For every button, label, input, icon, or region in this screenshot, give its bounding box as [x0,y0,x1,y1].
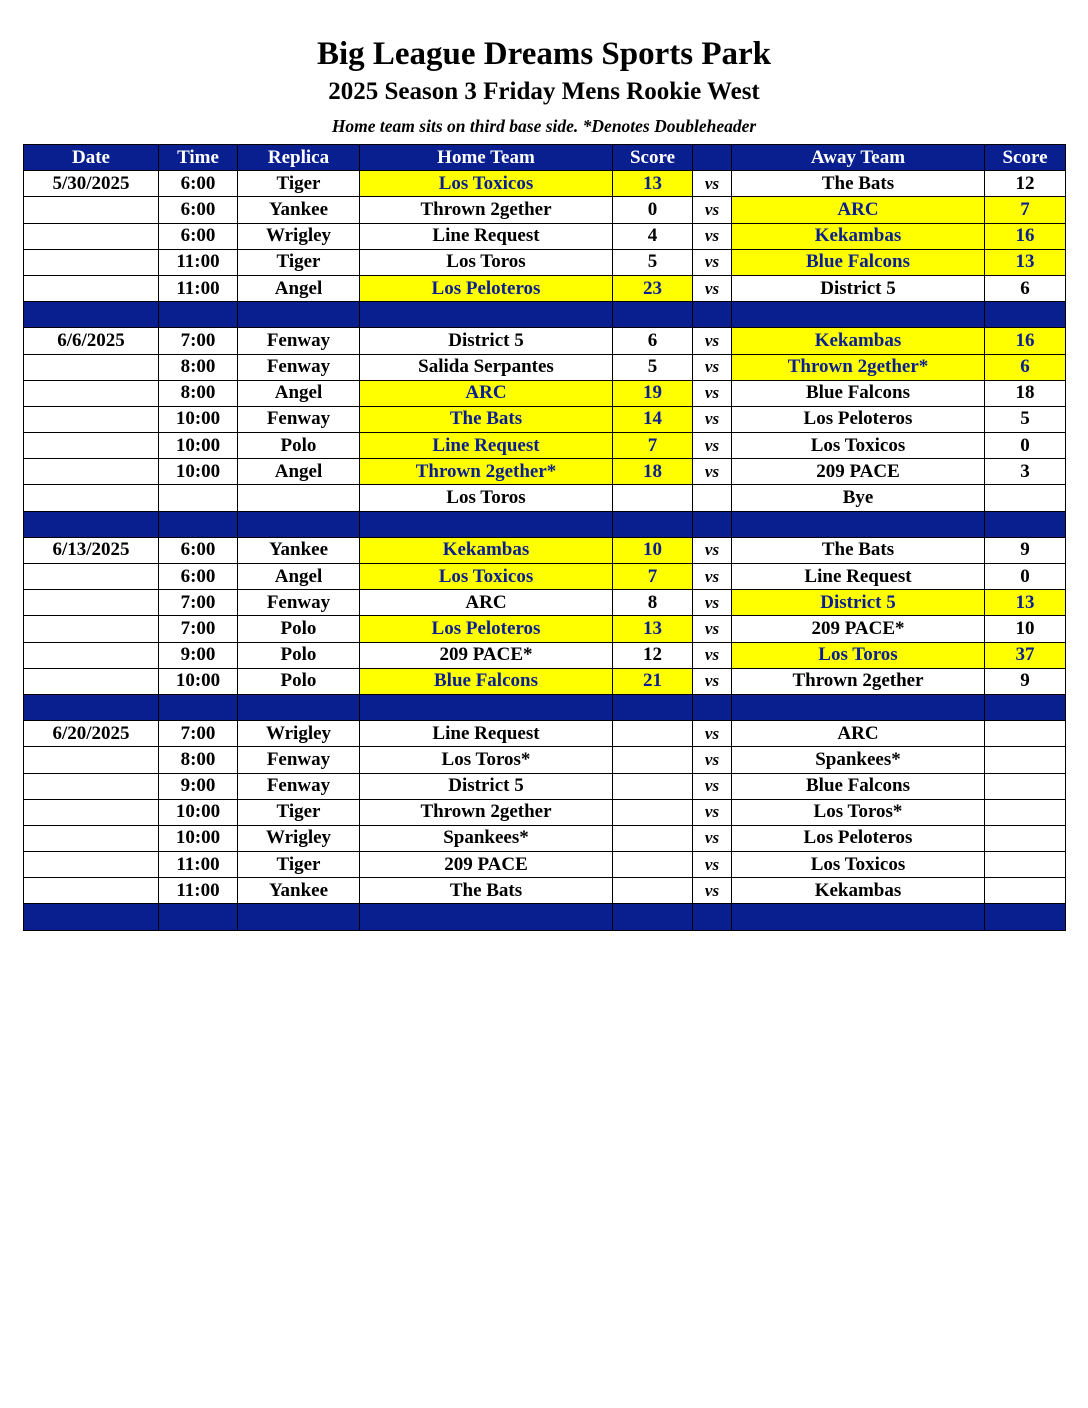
date-cell [24,406,159,432]
separator-cell [732,694,985,720]
replica-cell: Angel [238,380,360,406]
away-score-cell [985,878,1066,904]
time-cell: 7:00 [159,721,238,747]
time-cell: 10:00 [159,668,238,694]
separator-cell [613,694,693,720]
col-home-team-header: Home Team [360,145,613,171]
date-cell [24,668,159,694]
replica-cell: Wrigley [238,825,360,851]
table-row [24,197,1066,223]
vs-cell: vs [693,433,732,459]
separator-cell [24,694,159,720]
vs-cell: vs [693,328,732,354]
home-team-cell: Kekambas [360,537,613,563]
separator-cell [693,694,732,720]
away-score-cell [985,825,1066,851]
away-score-cell: 9 [985,668,1066,694]
date-cell [24,616,159,642]
separator-cell [613,302,693,328]
home-score-cell: 5 [613,354,693,380]
separator-cell [24,511,159,537]
away-team-cell: The Bats [732,537,985,563]
time-cell: 11:00 [159,852,238,878]
home-team-cell: Thrown 2gether* [360,459,613,485]
away-score-cell [985,773,1066,799]
date-cell [24,799,159,825]
away-team-cell: Line Request [732,564,985,590]
separator-cell [613,904,693,930]
time-cell: 6:00 [159,223,238,249]
separator-cell [732,302,985,328]
time-cell: 10:00 [159,799,238,825]
schedule-table [23,144,1066,931]
vs-cell: vs [693,590,732,616]
vs-cell: vs [693,852,732,878]
vs-cell: vs [693,380,732,406]
date-cell [24,825,159,851]
home-score-cell: 12 [613,642,693,668]
home-score-cell: 0 [613,197,693,223]
date-cell [24,275,159,301]
replica-cell: Yankee [238,537,360,563]
replica-cell: Polo [238,616,360,642]
separator-cell [238,511,360,537]
home-team-cell: Los Toxicos [360,171,613,197]
home-score-cell: 6 [613,328,693,354]
table-row [24,721,1066,747]
date-cell [24,223,159,249]
away-team-cell: Bye [732,485,985,511]
time-cell: 10:00 [159,825,238,851]
home-team-cell: ARC [360,380,613,406]
home-team-cell: 209 PACE* [360,642,613,668]
table-row [24,433,1066,459]
table-row [24,223,1066,249]
away-team-cell: 209 PACE* [732,616,985,642]
away-score-cell: 3 [985,459,1066,485]
col-away-score-header: Score [985,145,1066,171]
away-score-cell: 16 [985,328,1066,354]
separator-cell [360,694,613,720]
home-team-cell: Los Peloteros [360,275,613,301]
away-team-cell: District 5 [732,275,985,301]
home-score-cell: 13 [613,616,693,642]
separator-cell [693,904,732,930]
table-row [24,747,1066,773]
vs-cell: vs [693,564,732,590]
replica-cell: Angel [238,564,360,590]
home-score-cell [613,747,693,773]
vs-cell: vs [693,171,732,197]
home-team-cell: Los Toros* [360,747,613,773]
away-team-cell: The Bats [732,171,985,197]
away-score-cell [985,721,1066,747]
home-team-cell: Salida Serpantes [360,354,613,380]
week-separator-row [24,694,1066,720]
date-cell [24,642,159,668]
away-team-cell: Los Peloteros [732,825,985,851]
separator-cell [693,302,732,328]
table-row [24,799,1066,825]
separator-cell [159,511,238,537]
away-score-cell: 13 [985,249,1066,275]
vs-cell [693,485,732,511]
separator-cell [159,302,238,328]
away-team-cell: ARC [732,197,985,223]
home-team-cell: Los Peloteros [360,616,613,642]
time-cell: 10:00 [159,433,238,459]
vs-cell: vs [693,825,732,851]
vs-cell: vs [693,223,732,249]
time-cell: 10:00 [159,459,238,485]
col-away-team-header: Away Team [732,145,985,171]
page-subtitle: 2025 Season 3 Friday Mens Rookie West [328,78,760,105]
away-team-cell: ARC [732,721,985,747]
separator-cell [159,694,238,720]
away-score-cell [985,485,1066,511]
away-score-cell: 6 [985,275,1066,301]
away-team-cell: Los Toxicos [732,852,985,878]
separator-cell [159,904,238,930]
home-score-cell: 14 [613,406,693,432]
separator-cell [360,511,613,537]
home-score-cell [613,485,693,511]
date-cell [24,878,159,904]
time-cell: 6:00 [159,171,238,197]
home-score-cell: 8 [613,590,693,616]
date-cell [24,485,159,511]
replica-cell: Angel [238,459,360,485]
replica-cell: Fenway [238,773,360,799]
table-row [24,354,1066,380]
date-cell: 6/13/2025 [24,537,159,563]
replica-cell: Fenway [238,406,360,432]
replica-cell: Polo [238,642,360,668]
vs-cell: vs [693,275,732,301]
time-cell: 11:00 [159,275,238,301]
away-score-cell: 10 [985,616,1066,642]
replica-cell [238,485,360,511]
away-team-cell: Los Toros* [732,799,985,825]
away-team-cell: Kekambas [732,878,985,904]
away-score-cell: 6 [985,354,1066,380]
table-row [24,773,1066,799]
time-cell: 9:00 [159,773,238,799]
time-cell: 7:00 [159,328,238,354]
time-cell: 7:00 [159,616,238,642]
home-score-cell [613,773,693,799]
home-score-cell: 19 [613,380,693,406]
home-team-cell: District 5 [360,773,613,799]
home-score-cell: 10 [613,537,693,563]
time-cell: 9:00 [159,642,238,668]
home-score-cell: 7 [613,564,693,590]
replica-cell: Fenway [238,747,360,773]
date-cell [24,747,159,773]
col-home-score-header: Score [613,145,693,171]
vs-cell: vs [693,773,732,799]
vs-cell: vs [693,668,732,694]
replica-cell: Polo [238,433,360,459]
table-row [24,537,1066,563]
table-row [24,825,1066,851]
separator-cell [238,302,360,328]
vs-cell: vs [693,459,732,485]
replica-cell: Yankee [238,197,360,223]
home-team-cell: District 5 [360,328,613,354]
vs-cell: vs [693,616,732,642]
table-row [24,380,1066,406]
week-separator-row [24,511,1066,537]
home-score-cell: 13 [613,171,693,197]
time-cell: 11:00 [159,878,238,904]
week-separator-row [24,302,1066,328]
vs-cell: vs [693,747,732,773]
away-score-cell [985,852,1066,878]
date-cell [24,459,159,485]
col-time-header: Time [159,145,238,171]
date-cell [24,590,159,616]
vs-cell: vs [693,799,732,825]
away-team-cell: Thrown 2gether [732,668,985,694]
date-cell [24,433,159,459]
date-cell: 6/6/2025 [24,328,159,354]
date-cell [24,380,159,406]
home-team-cell: Line Request [360,433,613,459]
away-score-cell [985,799,1066,825]
away-team-cell: Spankees* [732,747,985,773]
away-score-cell: 18 [985,380,1066,406]
replica-cell: Polo [238,668,360,694]
separator-cell [238,694,360,720]
replica-cell: Tiger [238,171,360,197]
time-cell: 8:00 [159,747,238,773]
separator-cell [613,511,693,537]
home-team-cell: Line Request [360,223,613,249]
home-team-cell: Spankees* [360,825,613,851]
vs-cell: vs [693,537,732,563]
table-row [24,249,1066,275]
table-header [24,145,1066,171]
away-score-cell: 13 [985,590,1066,616]
col-date-header: Date [24,145,159,171]
home-team-cell: The Bats [360,406,613,432]
date-cell [24,773,159,799]
replica-cell: Fenway [238,354,360,380]
away-team-cell: Blue Falcons [732,249,985,275]
separator-cell [360,302,613,328]
away-team-cell: District 5 [732,590,985,616]
away-team-cell: Kekambas [732,223,985,249]
home-score-cell: 5 [613,249,693,275]
vs-cell: vs [693,197,732,223]
vs-cell: vs [693,878,732,904]
home-team-cell: Line Request [360,721,613,747]
home-team-cell: Los Toros [360,249,613,275]
vs-cell: vs [693,721,732,747]
separator-cell [985,302,1066,328]
table-row [24,459,1066,485]
away-team-cell: Kekambas [732,328,985,354]
date-cell [24,852,159,878]
home-team-cell: Los Toros [360,485,613,511]
away-team-cell: Blue Falcons [732,380,985,406]
date-cell: 6/20/2025 [24,721,159,747]
vs-cell: vs [693,642,732,668]
away-team-cell: Los Peloteros [732,406,985,432]
home-score-cell: 21 [613,668,693,694]
table-row [24,485,1066,511]
separator-cell [732,904,985,930]
replica-cell: Tiger [238,799,360,825]
table-row [24,564,1066,590]
home-team-cell: Thrown 2gether [360,197,613,223]
home-team-cell: Thrown 2gether [360,799,613,825]
replica-cell: Fenway [238,590,360,616]
table-row [24,275,1066,301]
time-cell: 7:00 [159,590,238,616]
home-score-cell [613,721,693,747]
table-row [24,406,1066,432]
time-cell: 8:00 [159,380,238,406]
separator-cell [238,904,360,930]
away-score-cell: 0 [985,564,1066,590]
separator-cell [985,511,1066,537]
replica-cell: Tiger [238,852,360,878]
vs-cell: vs [693,249,732,275]
separator-cell [985,694,1066,720]
time-cell: 11:00 [159,249,238,275]
header-row [24,145,1066,171]
home-team-cell: Los Toxicos [360,564,613,590]
replica-cell: Wrigley [238,223,360,249]
home-team-cell: ARC [360,590,613,616]
away-team-cell: 209 PACE [732,459,985,485]
away-score-cell: 0 [985,433,1066,459]
separator-cell [693,511,732,537]
time-cell [159,485,238,511]
separator-cell [732,511,985,537]
home-team-cell: 209 PACE [360,852,613,878]
home-team-cell: Blue Falcons [360,668,613,694]
away-score-cell: 37 [985,642,1066,668]
separator-cell [24,904,159,930]
away-score-cell: 7 [985,197,1066,223]
away-score-cell: 5 [985,406,1066,432]
table-row [24,878,1066,904]
home-score-cell [613,799,693,825]
time-cell: 6:00 [159,564,238,590]
col-vs-header [693,145,732,171]
separator-cell [24,302,159,328]
time-cell: 8:00 [159,354,238,380]
replica-cell: Angel [238,275,360,301]
replica-cell: Tiger [238,249,360,275]
away-score-cell: 16 [985,223,1066,249]
date-cell: 5/30/2025 [24,171,159,197]
time-cell: 10:00 [159,406,238,432]
away-team-cell: Los Toros [732,642,985,668]
replica-cell: Yankee [238,878,360,904]
away-score-cell: 12 [985,171,1066,197]
home-score-cell: 18 [613,459,693,485]
col-replica-header: Replica [238,145,360,171]
table-row [24,171,1066,197]
vs-cell: vs [693,406,732,432]
table-row [24,668,1066,694]
away-team-cell: Thrown 2gether* [732,354,985,380]
away-team-cell: Los Toxicos [732,433,985,459]
table-row [24,590,1066,616]
date-cell [24,564,159,590]
replica-cell: Fenway [238,328,360,354]
date-cell [24,354,159,380]
home-score-cell: 23 [613,275,693,301]
away-score-cell [985,747,1066,773]
home-score-cell: 7 [613,433,693,459]
vs-cell: vs [693,354,732,380]
home-score-cell: 4 [613,223,693,249]
table-body [24,171,1066,930]
away-score-cell: 9 [985,537,1066,563]
date-cell [24,197,159,223]
time-cell: 6:00 [159,197,238,223]
separator-cell [360,904,613,930]
week-separator-row [24,904,1066,930]
table-row [24,642,1066,668]
replica-cell: Wrigley [238,721,360,747]
table-row [24,852,1066,878]
home-team-cell: The Bats [360,878,613,904]
home-score-cell [613,825,693,851]
date-cell [24,249,159,275]
table-row [24,616,1066,642]
time-cell: 6:00 [159,537,238,563]
home-score-cell [613,878,693,904]
schedule-note: Home team sits on third base side. *Denotes Doubleheader [331,116,757,136]
table-row [24,328,1066,354]
home-score-cell [613,852,693,878]
page-title: Big League Dreams Sports Park [316,36,772,72]
away-team-cell: Blue Falcons [732,773,985,799]
separator-cell [985,904,1066,930]
